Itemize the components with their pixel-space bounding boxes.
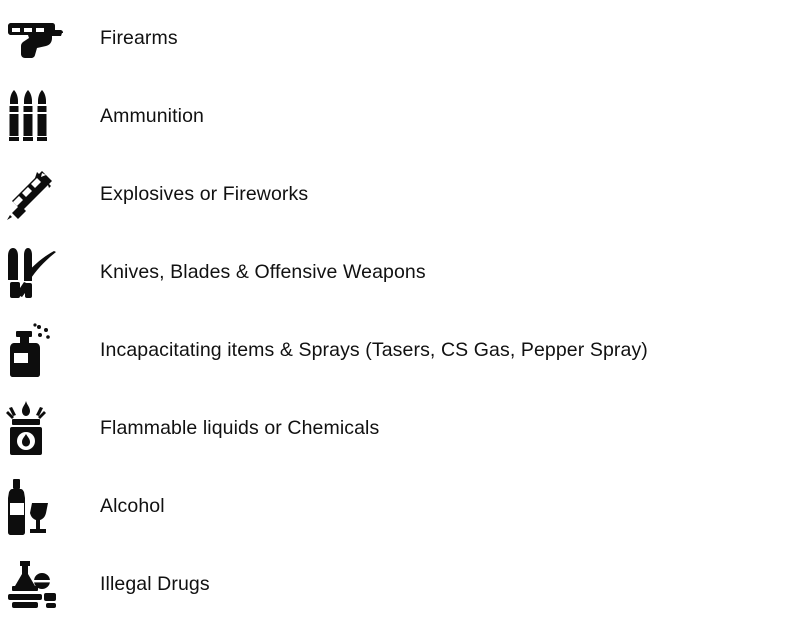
ammunition-bullets-icon — [0, 89, 100, 145]
list-item-label: Illegal Drugs — [100, 573, 210, 596]
list-item — [0, 78, 804, 156]
list-item-label: Flammable liquids or Chemicals — [100, 417, 380, 440]
list-item — [0, 0, 804, 78]
list-item — [0, 234, 804, 312]
list-item-label: Incapacitating items & Sprays (Tasers, CS Gas, Pepper Spray) — [100, 339, 648, 362]
spray-can-icon — [0, 323, 100, 379]
knives-blades-icon — [0, 246, 100, 300]
list-item-label: Alcohol — [100, 495, 165, 518]
list-item — [0, 546, 804, 624]
alcohol-bottle-glass-icon — [0, 479, 100, 535]
list-item — [0, 312, 804, 390]
firearm-pistol-icon — [0, 19, 100, 59]
list-item-label: Firearms — [100, 27, 178, 50]
list-item-label: Knives, Blades & Offensive Weapons — [100, 261, 426, 284]
list-item — [0, 156, 804, 234]
explosives-fireworks-icon — [0, 169, 100, 221]
list-item-label: Ammunition — [100, 105, 204, 128]
list-item — [0, 468, 804, 546]
list-item — [0, 390, 804, 468]
list-item-label: Explosives or Fireworks — [100, 183, 309, 206]
flammable-liquids-icon — [0, 401, 100, 457]
